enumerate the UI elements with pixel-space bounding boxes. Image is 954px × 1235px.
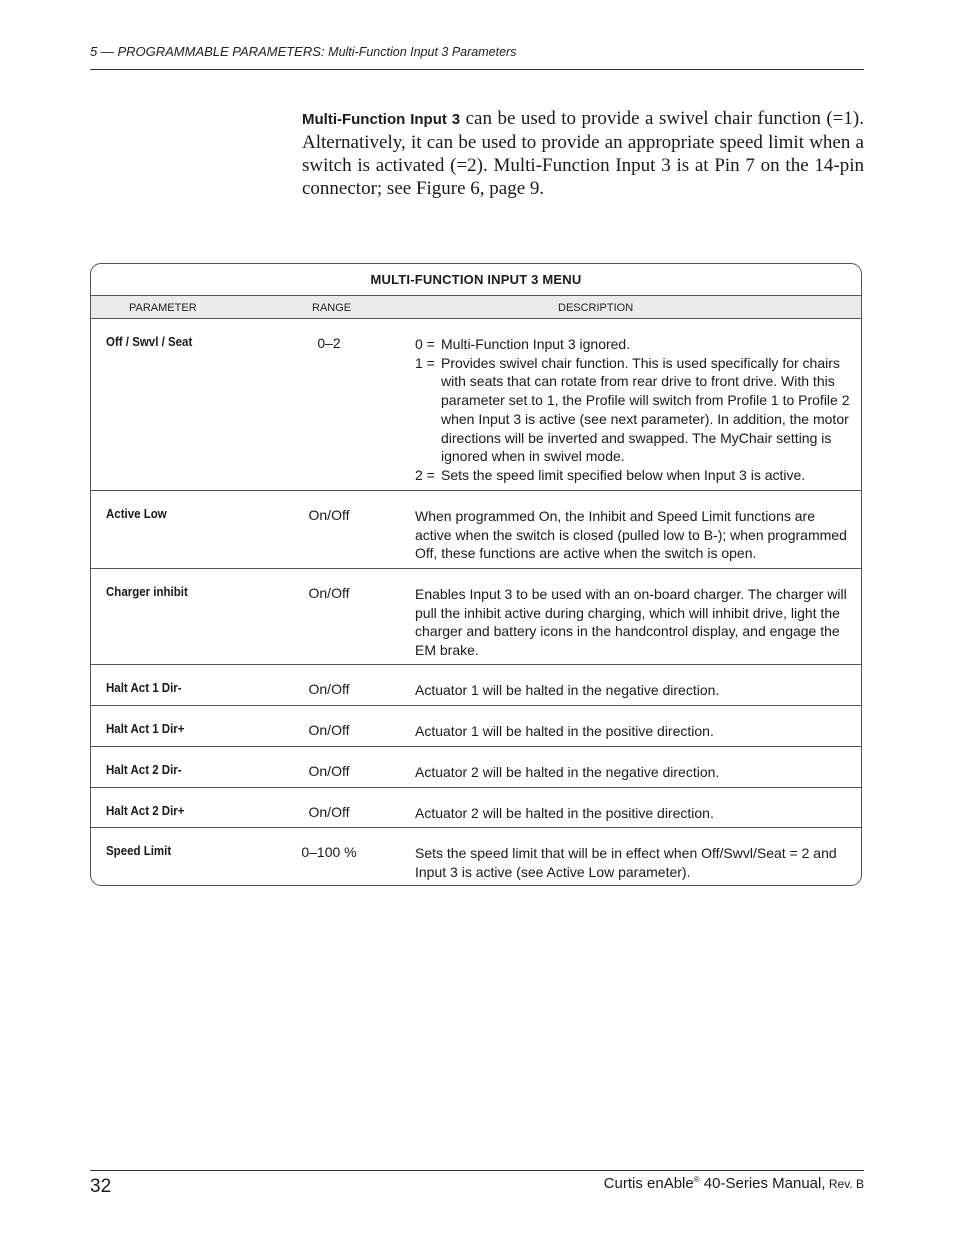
- parameter-description: When programmed On, the Inhibit and Speed Limit functions are active when the switch is closed (pulled low to B-); when programmed Off, these functions are active when the switch is open.: [415, 508, 847, 562]
- option-item: [415, 466, 855, 485]
- parameter-description: Actuator 1 will be halted in the negative direction.: [415, 682, 720, 698]
- option-text: Provides swivel chair function. This is used specifically for chairs with seats that can rotate from rear drive to front drive. With this parameter set to 1, the Profile will switch from Profile 1 to Profile 2 when Input 3 is active (see next parameter). In addition, the motor directions will be inverted and swapped. The MyChair setting is ignored when in swivel mode.: [441, 354, 850, 465]
- option-number: 0 =: [415, 336, 435, 352]
- parameter-name: Off / Swvl / Seat: [106, 335, 193, 349]
- header-rule: [90, 69, 864, 70]
- parameter-description: Enables Input 3 to be used with an on-board charger. The charger will pull the inhibit active during charging, which will inhibit drive, light the charger and battery icons in the handcontrol display, and engage the EM brake.: [415, 586, 847, 659]
- table-row: [91, 747, 861, 788]
- parameter-range: 0–2: [317, 335, 341, 351]
- option-item: [415, 335, 855, 354]
- intro-lead: Multi-Function Input 3: [302, 111, 461, 128]
- parameter-name: Halt Act 2 Dir+: [106, 804, 185, 818]
- table-row: [91, 665, 861, 706]
- intro-paragraph: [302, 107, 864, 200]
- revision-label: Rev. B: [825, 1177, 864, 1191]
- parameter-range: On/Off: [308, 585, 350, 601]
- option-item: [415, 354, 855, 466]
- parameter-name: Halt Act 1 Dir+: [106, 722, 185, 736]
- table-row: [91, 706, 861, 747]
- running-header: [90, 44, 864, 59]
- header-section: 5 — PROGRAMMABLE PARAMETERS:: [90, 44, 325, 59]
- menu-table: [90, 263, 862, 886]
- parameter-description: Actuator 2 will be halted in the positive direction.: [415, 805, 714, 821]
- column-header-parameter: PARAMETER: [129, 302, 197, 314]
- column-header-row: [91, 295, 861, 319]
- page-number: 32: [90, 1176, 112, 1197]
- registered-mark: ®: [693, 1175, 700, 1184]
- parameter-range: On/Off: [308, 681, 350, 697]
- table-row: [91, 319, 861, 491]
- table-row: [91, 788, 861, 828]
- parameter-range: On/Off: [308, 763, 350, 779]
- manual-title: Curtis enAble: [603, 1175, 694, 1192]
- parameter-name: Charger inhibit: [106, 585, 188, 599]
- intro-text: can be used to provide a swivel chair function (=1). Alternatively, it can be used to provide an appropriate speed limit when a switch is activated (=2). Multi-Function Input 3 is at Pin 7 on the 14-pin connector; see Figure 6, page 9.: [302, 108, 864, 199]
- header-subsection: Multi-Function Input 3 Parameters: [328, 45, 517, 59]
- parameter-range: On/Off: [308, 804, 350, 820]
- parameter-description: Actuator 2 will be halted in the negative direction.: [415, 764, 720, 780]
- parameter-name: Speed Limit: [106, 844, 172, 858]
- column-header-range: RANGE: [312, 302, 352, 314]
- parameter-name: Halt Act 1 Dir-: [106, 681, 182, 695]
- parameter-description: [415, 335, 855, 485]
- parameter-name: Halt Act 2 Dir-: [106, 763, 182, 777]
- parameter-description: Sets the speed limit that will be in effect when Off/Swvl/Seat = 2 and Input 3 is active (see Active Low parameter).: [415, 845, 837, 880]
- table-row: [91, 828, 861, 885]
- column-header-description: DESCRIPTION: [558, 302, 634, 314]
- parameter-description: Actuator 1 will be halted in the positive direction.: [415, 723, 714, 739]
- menu-title: MULTI-FUNCTION INPUT 3 MENU: [370, 272, 582, 287]
- option-text: Multi-Function Input 3 ignored.: [441, 336, 631, 352]
- manual-title-rest: 40-Series Manual,: [699, 1175, 826, 1192]
- parameter-range: 0–100 %: [301, 844, 357, 860]
- option-text: Sets the speed limit specified below when Input 3 is active.: [441, 466, 806, 483]
- table-row: [91, 491, 861, 569]
- option-number: 2 =: [415, 466, 435, 483]
- table-row: [91, 569, 861, 665]
- option-number: 1 =: [415, 354, 435, 371]
- parameter-name: Active Low: [106, 507, 167, 521]
- footer-title: [604, 1175, 864, 1192]
- footer-rule: [90, 1170, 864, 1171]
- parameter-range: On/Off: [308, 507, 350, 523]
- parameter-range: On/Off: [308, 722, 350, 738]
